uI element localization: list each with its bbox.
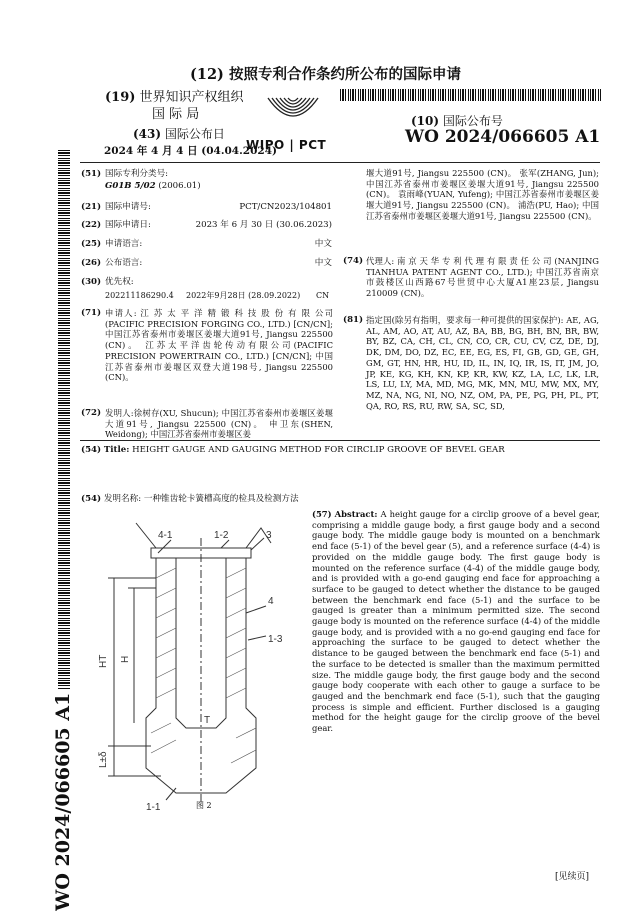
filing-language-code: (25) bbox=[81, 239, 102, 249]
classification-value: G01B 5/02 (2006.01) bbox=[105, 181, 201, 191]
pubdate-heading: (43) 国际公布日 bbox=[133, 127, 225, 141]
applicants-text: 申请人: 江 苏 太 平 洋 精 锻 科 技 股 份 有 限 公司(PACIFIC PRECISION FORGING CO., LTD.) [CN/CN]; 中国江苏省泰州市姜堰区姜堰大道91号, Jiangsu 225500 (CN)。 江苏太平洋齿轮传动有限公司(PACIFIC PRECISION POWERTRAIN CO., LTD.) [CN/CN]; 中国江苏省泰州市姜堰区双登大道198号, Jiangsu 225500 (CN)。 bbox=[105, 308, 333, 383]
app-number-code: (21) bbox=[81, 202, 102, 212]
inventors-text: 发明人:徐树存(XU, Shucun); 中国江苏省泰州市姜堰区姜堰大道91号, Jiangsu 225500 (CN)。 申卫东(SHEN, Weidong); 中国江苏省泰州市姜堰区姜 bbox=[105, 408, 333, 440]
priority-code: (30) bbox=[81, 277, 102, 287]
pubdate-value: 2024 年 4 月 4 日 (04.04.2024) bbox=[104, 145, 277, 157]
agent-code: (74) bbox=[343, 256, 364, 266]
pub-language-label: 公布语言: bbox=[105, 258, 143, 268]
priority-label: 优先权: bbox=[105, 277, 134, 287]
app-number-label: 国际申请号: bbox=[105, 202, 151, 212]
biblio-divider bbox=[80, 440, 600, 441]
figure-label-HT: HT bbox=[98, 654, 109, 668]
designated-states-text: 指定国(除另有指明，要求每一种可提供的国家保护): AE, AG, AL, AM, AO, AT, AU, AZ, BA, BB, BG, BH, BN, BR, BW, BY, BZ, CA, CH, CL, CN, CO, CR, CU, CV, CZ, DE, DJ, DK, DM, DO, DZ, EC, EE, EG, ES, FI, GB, GD, GE, GH, GM, GT, HN, HR, HU, ID, IL, IN, IQ, IR, IS, IT, JM, JO, JP, KE, KG, KH, KN, KP, KR, KW, KZ, LA, LC, LK, LR, LS, LU, LY, MA, MD, MG, MK, MN, MU, MW, MX, MY, MZ, NA, NG, NI, NO, NZ, OM, PA, PE, PG, PH, PL, PT, QA, RO, RS, RU, RW, SA, SC, SD, bbox=[366, 315, 599, 411]
figure-label-3: 3 bbox=[266, 530, 272, 541]
pub-language-value: 中文 bbox=[314, 258, 332, 268]
header-divider bbox=[80, 162, 600, 163]
side-pubno: WO 2024/066605 A1 bbox=[52, 692, 74, 911]
filing-date-label: 国际申请日: bbox=[105, 220, 151, 230]
wipo-logo-text: WIPO | PCT bbox=[246, 138, 327, 152]
inventors-code: (72) bbox=[81, 408, 102, 418]
pubno-value: WO 2024/066605 A1 bbox=[405, 127, 601, 147]
wipo-logo bbox=[262, 94, 324, 138]
abstract: (57) Abstract: A height gauge for a circlip groove of a bevel gear, comprising a middle gauge body, a first gauge body and a second gauge body. The middle gauge body is mounted on a benchmark end face (5-1) of the bevel gear (5), and a reference surface (4-4) is provided on the middle gauge body. The first gauge body is mounted on the reference surface (4-4) of the middle gauge body, and is provided with a go-end gauging end face for approaching a surface to be gauged to detect whether the distance to be gauged between the benchmark end face (5-1) and the surface to be gauged is greater than a minimum permitted size. The second gauge body is mounted on the reference surface (4-4) of the middle gauge body, and is provided with a no go-end gauging end face for approaching the surface to be gauged to detect whether the distance to be gauged between the benchmark end face (5-1) and the surface to be detected is smaller than the maximum permitted size. The middle gauge body, the first gauge body and the second gauge body cooperate with each other to gauge a surface to be gauged and the benchmark end face (5-1), such that the gauging process is simple and efficient. Further disclosed is a gauging method for the height gauge for the circlip groove of the bevel gear. bbox=[312, 509, 600, 734]
document-type-heading: (12) 按照专利合作条约所公布的国际申请 bbox=[190, 66, 461, 83]
org-name-line1: 世界知识产权组织 bbox=[139, 90, 244, 105]
figure-drawing bbox=[96, 518, 306, 816]
org-name-line2: 国 际 局 bbox=[152, 107, 200, 122]
continued-marker: [见续页] bbox=[555, 872, 590, 882]
designated-states-code: (81) bbox=[343, 315, 364, 325]
figure-label-H: H bbox=[120, 655, 131, 663]
filing-language-value: 中文 bbox=[314, 239, 332, 249]
title-en: (54) Title: HEIGHT GAUGE AND GAUGING METHOD FOR CIRCLIP GROOVE OF BEVEL GEAR bbox=[81, 445, 505, 455]
applicants-code: (71) bbox=[81, 308, 102, 318]
side-barcode bbox=[58, 150, 70, 690]
gauge-left-arm bbox=[136, 523, 156, 548]
agent-text: 代理人: 南 京 天 华 专 利 代 理 有 限 责 任 公 司 (NANJING TIANHUA PATENT AGENT CO., LTD.); 中国江苏省南京市鼓楼区山西路67号世贸中心大厦A1座23层, Jiangsu 210009 (CN)。 bbox=[366, 256, 599, 299]
filing-date-value: 2023 年 6 月 30 日 (30.06.2023) bbox=[195, 220, 332, 230]
classification-code: (51) bbox=[81, 169, 102, 179]
figure-label-4-1: 4-1 bbox=[158, 530, 173, 541]
app-number-value: PCT/CN2023/104801 bbox=[239, 202, 332, 212]
header-barcode bbox=[340, 89, 602, 101]
figure-caption: 图 2 bbox=[196, 801, 212, 810]
figure-label-T: T bbox=[204, 715, 211, 726]
pub-language-code: (26) bbox=[81, 258, 102, 268]
pubno-heading: (10) 国际公布号 bbox=[411, 114, 503, 128]
priority-number: 202211186290.4 bbox=[105, 291, 174, 300]
figure-label-L: L±δ bbox=[98, 751, 109, 768]
figure-label-1-1: 1-1 bbox=[146, 802, 161, 813]
figure-label-1-3: 1-3 bbox=[268, 634, 283, 645]
priority-date: 2022年9月28日 (28.09.2022) bbox=[186, 291, 301, 300]
classification-label: 国际专利分类号: bbox=[105, 169, 169, 179]
inventors-continued-text: 堰大道91号, Jiangsu 225500 (CN)。 张军(ZHANG, Jun); 中国江苏省泰州市姜堰区姜堰大道91号, Jiangsu 225500 (CN)。 袁雨峰(YUAN, Yufeng); 中国江苏省泰州市姜堰区姜堰大道91号, Jiangsu 225500 (CN)。 浦浩(PU, Hao); 中国江苏省泰州市姜堰区姜堰大道91号, Jiangsu 225500 (CN)。 bbox=[366, 168, 599, 221]
priority-country: CN bbox=[316, 291, 330, 300]
figure-label-1-2: 1-2 bbox=[214, 530, 229, 541]
filing-date-code: (22) bbox=[81, 220, 102, 230]
org-code: (19) bbox=[105, 90, 136, 105]
filing-language-label: 申请语言: bbox=[105, 239, 143, 249]
figure-label-4: 4 bbox=[268, 596, 274, 607]
title-cn: (54) 发明名称: 一种锥齿轮卡簧槽高度的检具及检测方法 bbox=[81, 494, 299, 504]
